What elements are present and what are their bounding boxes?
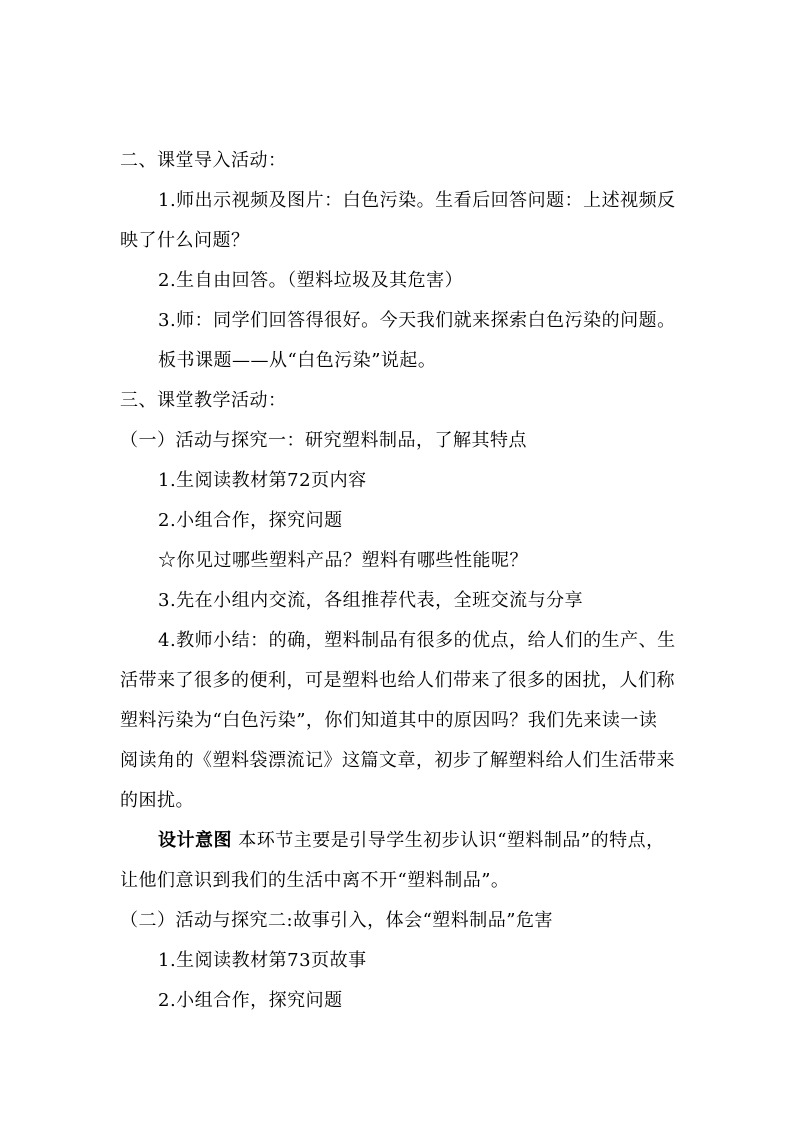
paragraph-line: 阅读角的《塑料袋漂流记》这篇文章，初步了解塑料给人们生活带来: [120, 750, 675, 771]
activity-title: （一）活动与探究一：研究塑料制品，了解其特点: [120, 430, 527, 451]
design-intent-text: 本环节主要是引导学生初步认识“塑料制品”的特点，: [238, 830, 665, 851]
section-heading-2: 二、课堂导入活动：: [120, 150, 287, 171]
paragraph-line: 2.小组合作，探究问题: [158, 510, 343, 531]
paragraph-line: 1.师出示视频及图片：白色污染。生看后回答问题：上述视频反: [158, 190, 676, 211]
activity-title: （二）活动与探究二:故事引入，体会“塑料制品”危害: [120, 910, 553, 931]
paragraph-line: 1.生阅读教材第72页内容: [158, 470, 367, 491]
paragraph-line: 3.先在小组内交流，各组推荐代表，全班交流与分享: [158, 590, 584, 611]
paragraph-line: ☆你见过哪些塑料产品？塑料有哪些性能呢？: [158, 550, 528, 571]
design-intent-label: 设计意图: [158, 830, 232, 851]
paragraph-line: 2.小组合作，探究问题: [158, 990, 343, 1011]
paragraph-line: 塑料污染为“白色污染”，你们知道其中的原因吗？我们先来读一读: [120, 710, 658, 731]
paragraph-line: 3.师：同学们回答得很好。今天我们就来探索白色污染的问题。: [158, 310, 676, 331]
section-heading-3: 三、课堂教学活动：: [120, 390, 287, 411]
paragraph-line: 4.教师小结：的确，塑料制品有很多的优点，给人们的生产、生: [158, 630, 676, 651]
design-intent-line: [158, 829, 665, 853]
paragraph-line: 活带来了很多的便利，可是塑料也给人们带来了很多的困扰，人们称: [120, 670, 675, 691]
paragraph-line: 1.生阅读教材第73页故事: [158, 950, 367, 971]
paragraph-line: 让他们意识到我们的生活中离不开“塑料制品”。: [120, 870, 510, 891]
paragraph-line: 映了什么问题？: [120, 230, 250, 251]
paragraph-line: 的困扰。: [120, 790, 194, 811]
paragraph-line: 板书课题——从“白色污染”说起。: [158, 350, 437, 371]
paragraph-line: 2.生自由回答。（塑料垃圾及其危害）: [158, 270, 464, 291]
